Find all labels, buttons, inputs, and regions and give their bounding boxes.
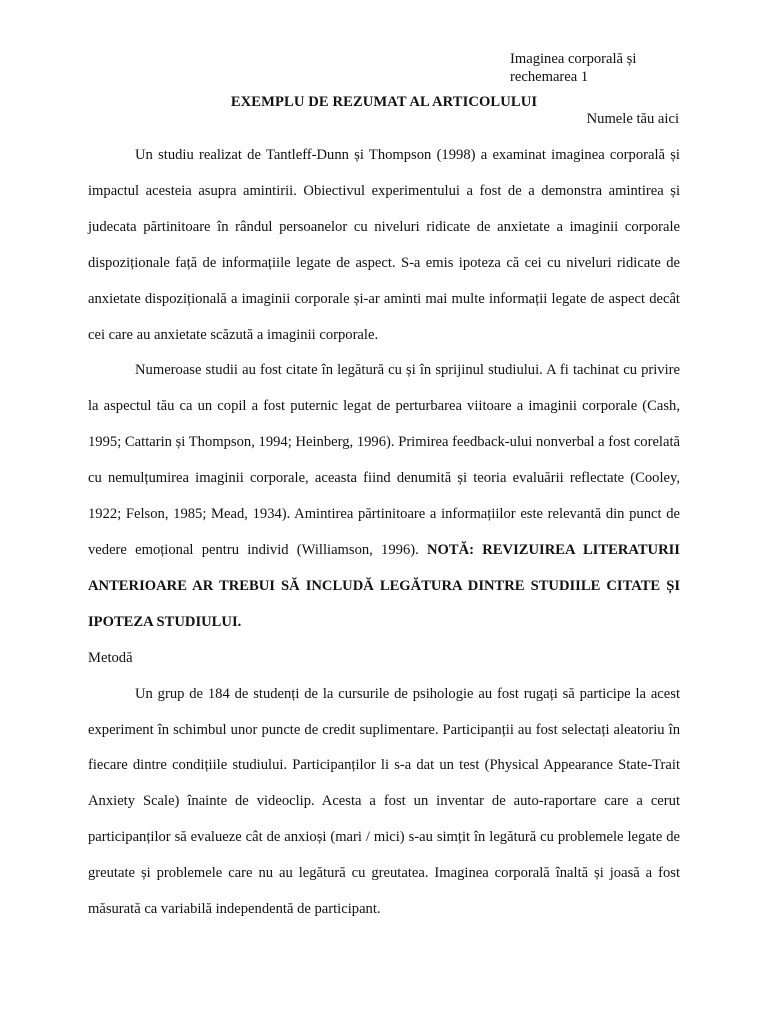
document-body — [88, 138, 680, 928]
section-heading-method: Metodă — [88, 649, 133, 666]
running-head: Imaginea corporală și rechemarea 1 — [510, 51, 637, 85]
author-name: Numele tău aici — [586, 111, 679, 127]
paragraph-method: Un grup de 184 de studenți de la cursurile de psihologie au fost rugați să participe la acest experiment în schimbul unor puncte de credit suplimentare. Participanții au fost selectați aleatoriu în fiecare dintre condițiile studiului. Participanților li s-a dat un test (Physical Appearance State-Trait Anxiety Scale) înainte de videoclip. Acesta a fost un inventar de auto-raportare care a cerut participanților să evalueze cât de anxioși (mari / mici) s-au simțit în legătură cu problemele legate de greutate și problemele care nu au legătură cu greutatea. Imaginea corporală înaltă și joasă a fost măsurată ca variabilă independentă de participant. — [88, 685, 680, 918]
document-title: EXEMPLU DE REZUMAT AL ARTICOLULUI — [230, 94, 538, 110]
paragraph-summary: Un studiu realizat de Tantleff-Dunn și Thompson (1998) a examinat imaginea corporală și impactul acesteia asupra amintirii. Obiectivul experimentului a fost de a demonstra amintirea și judecata părtinitoare în rândul persoanelor cu niveluri ridicate de anxietate a imaginii corporale dispoziționale față de informațiile legate de aspect. S-a emis ipoteza că cei cu niveluri ridicate de anxietate dispozițională a imaginii corporale și-ar aminti mai multe informații legate de aspect decât cei care au anxietate scăzută a imaginii corporale. — [88, 147, 680, 343]
paragraph-literature — [88, 353, 680, 640]
paragraph-literature-text: Numeroase studii au fost citate în legătură cu și în sprijinul studiului. A fi tachinat cu privire la aspectul tău ca un copil a fost puternic legat de perturbarea viitoare a imaginii corporale (Cash, 1995; Cattarin și Thompson, 1994; Heinberg, 1996). Primirea feedback-ului nonverbal a fost corelată cu nemulțumirea imaginii corporale, aceasta fiind denumită și teoria evaluării reflectate (Cooley, 1922; Felson, 1985; Mead, 1934). Amintirea părtinitoare a informațiilor este relevantă din punct de vedere emoțional pentru individ (Williamson, 1996). — [88, 362, 680, 558]
literature-note: NOTĂ: REVIZUIREA LITERATURII ANTERIOARE AR TREBUI SĂ INCLUDĂ LEGĂTURA DINTRE STUDIILE CITATE ȘI IPOTEZA STUDIULUI. — [88, 541, 680, 630]
